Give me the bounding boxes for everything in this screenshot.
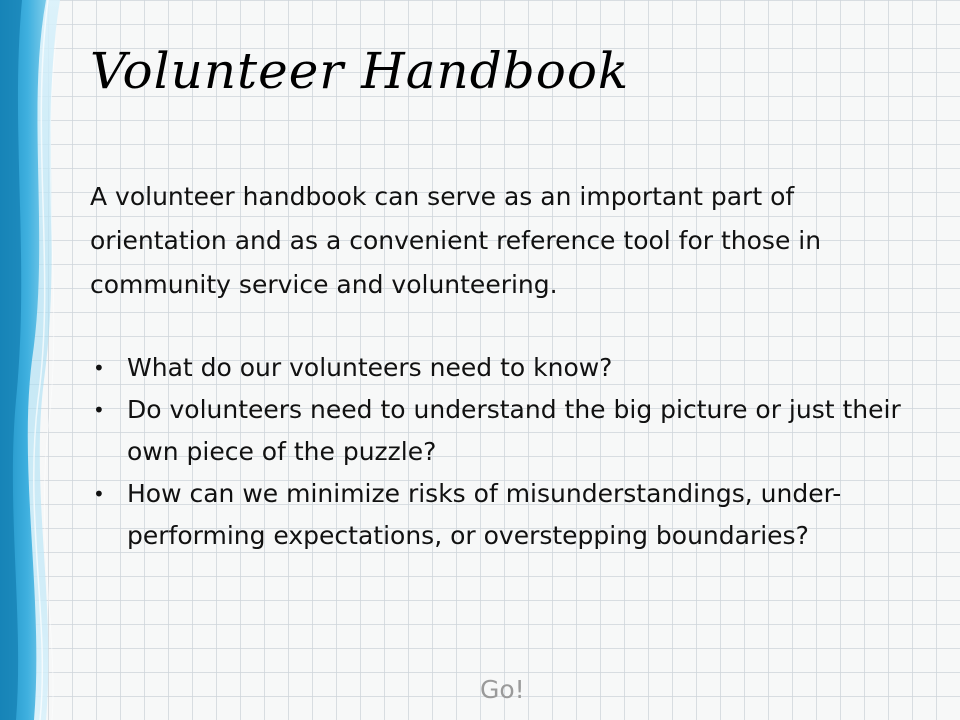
list-item-text: How can we minimize risks of misunderstandings, under-performing expectations, or overstepping boundaries? (127, 479, 842, 550)
bullet-icon: • (93, 398, 105, 422)
bullet-list (90, 347, 920, 557)
bullet-icon: • (93, 482, 105, 506)
list-item (90, 389, 920, 473)
slide-title: Volunteer Handbook (90, 42, 630, 100)
go-link[interactable]: Go! (480, 675, 525, 704)
intro-paragraph: A volunteer handbook can serve as an important part of orientation and as a convenient reference tool for those in community service and volunteering. (90, 182, 822, 299)
list-item-text: Do volunteers need to understand the big picture or just their own piece of the puzzle? (127, 395, 901, 466)
list-item (90, 347, 920, 389)
bullet-icon: • (93, 356, 105, 380)
list-item (90, 473, 920, 557)
list-item-text: What do our volunteers need to know? (127, 353, 613, 382)
decorative-wave-band (0, 0, 64, 720)
